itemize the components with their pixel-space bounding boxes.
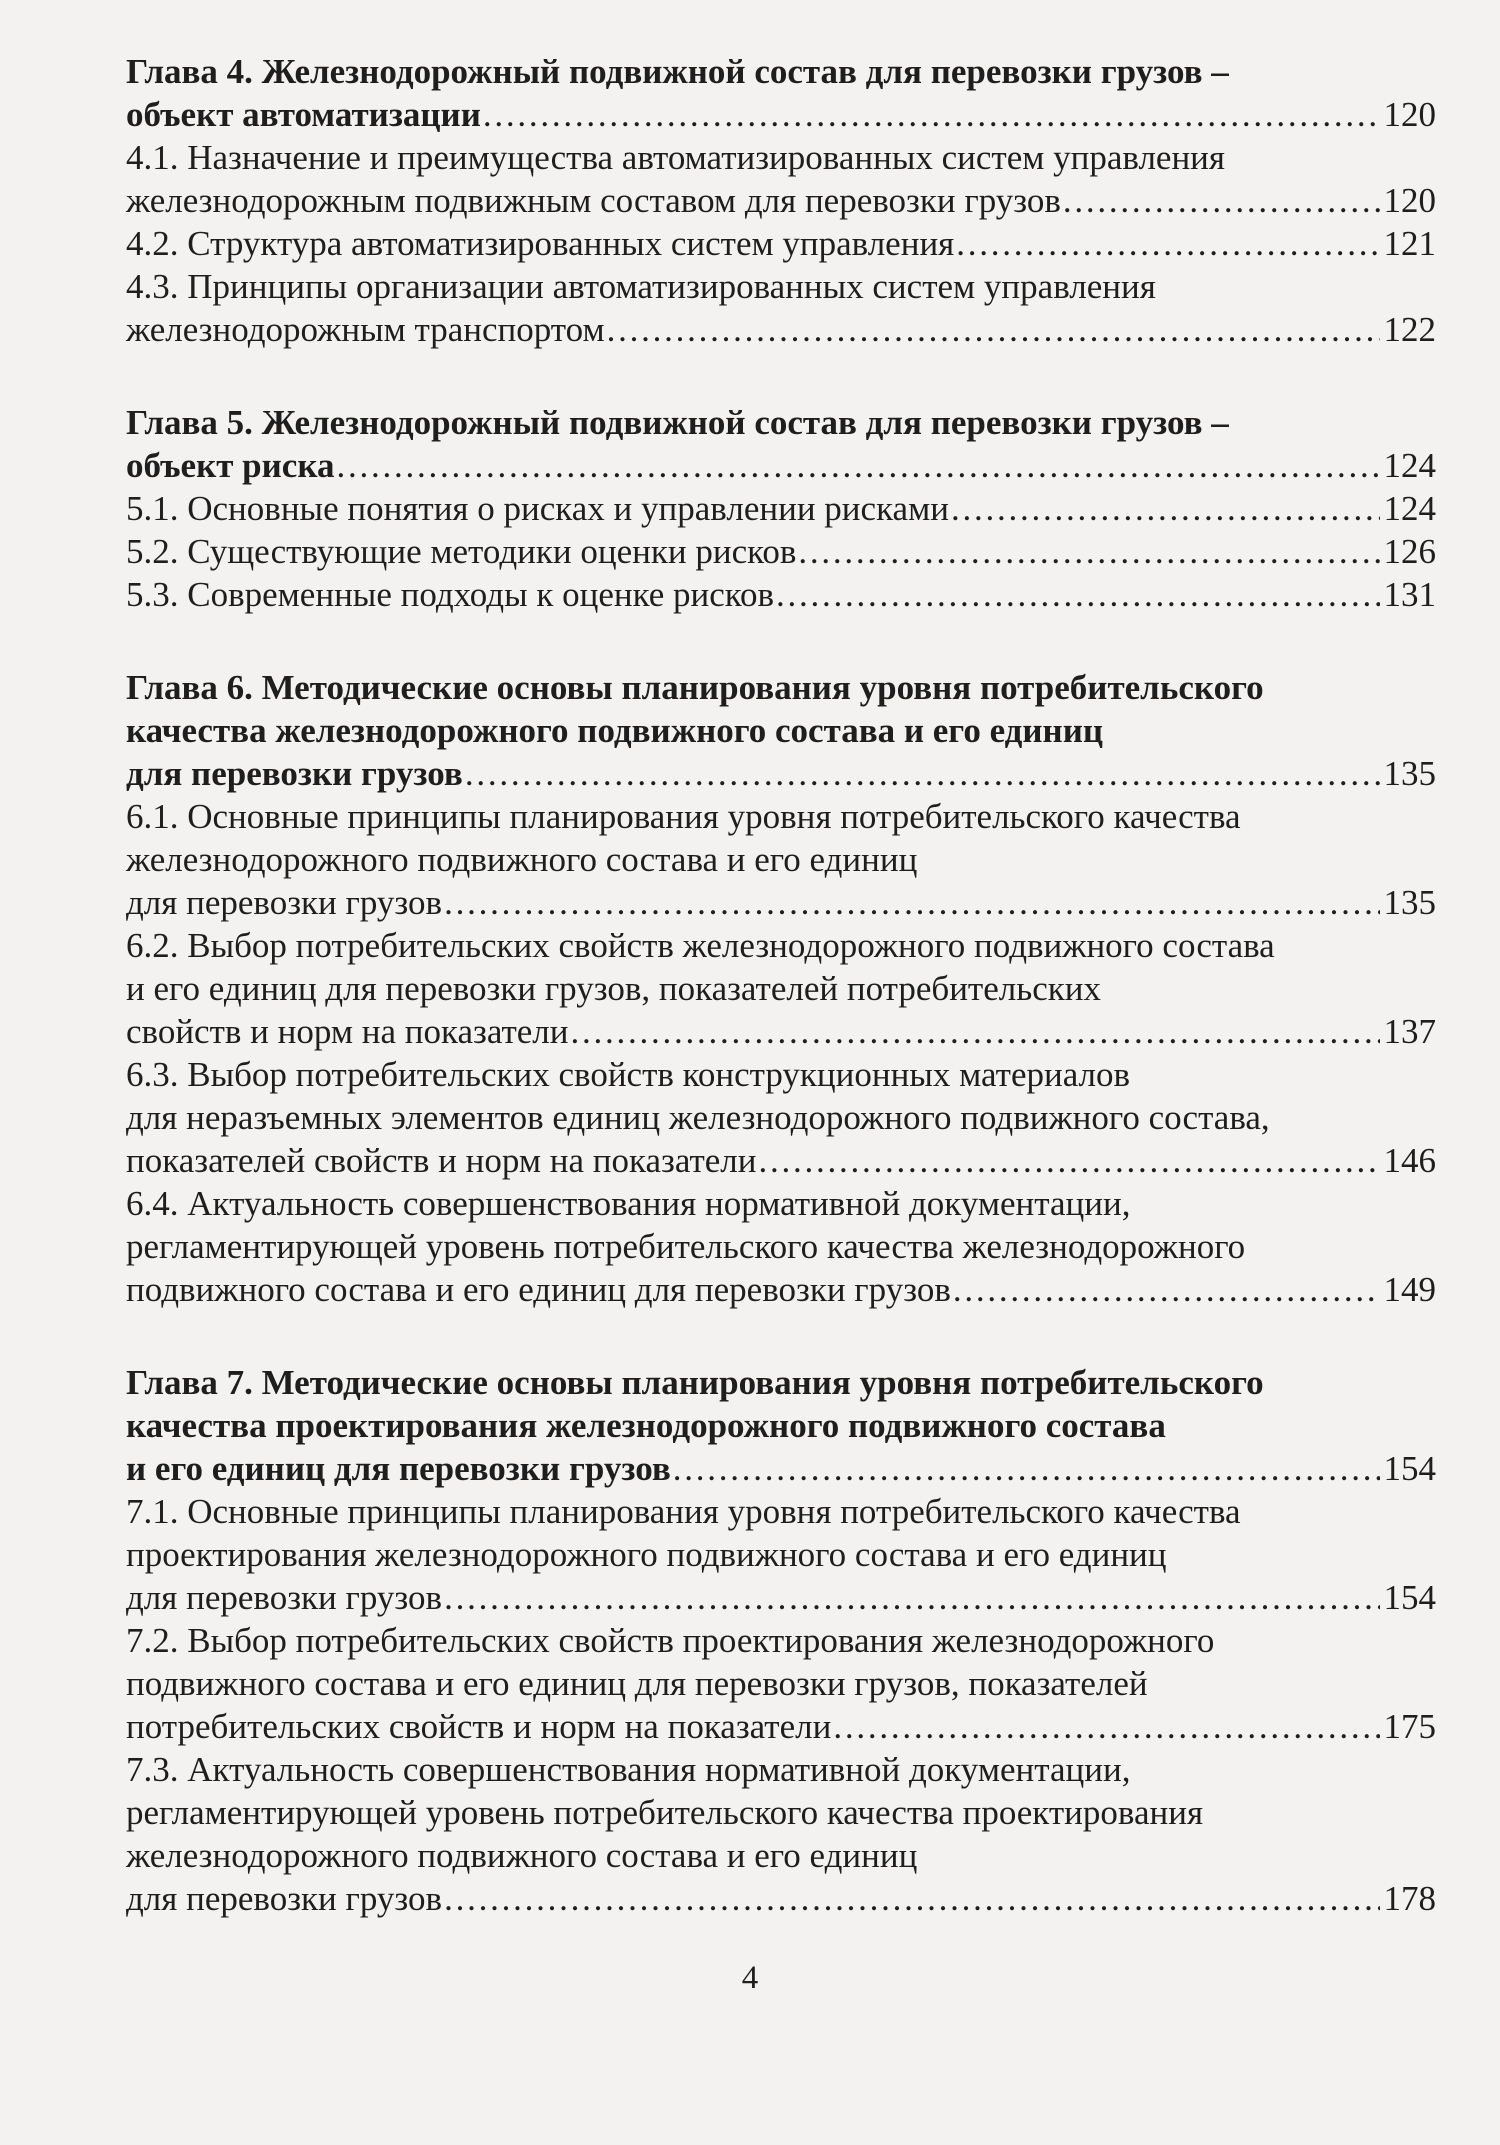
toc-page-number: 149 [1383, 1270, 1436, 1309]
toc-entry-text: 7.2. Выбор потребительских свойств проектирования железнодорожного [126, 1621, 1215, 1660]
toc-entry-text: 4.1. Назначение и преимущества автоматизированных систем управления [126, 138, 1226, 177]
toc-page-number: 146 [1383, 1141, 1436, 1180]
toc-entry-text: свойств и норм на показатели [126, 1012, 569, 1051]
toc-entry-last-line [126, 881, 1436, 924]
toc-entry-last-line [126, 308, 1436, 351]
toc-entry-last-line [126, 752, 1436, 795]
dot-leader [607, 308, 1380, 351]
toc-section [126, 136, 1436, 222]
toc-section [126, 573, 1436, 616]
toc-entry-text: Глава 7. Методические основы планирования уровня потребительского [126, 1363, 1264, 1402]
toc-entry-text: подвижного состава и его единиц для перевозки грузов [126, 1270, 951, 1309]
dot-leader [336, 444, 1379, 487]
toc-page-number: 154 [1383, 1578, 1436, 1617]
toc-entry-last-line [126, 93, 1436, 136]
toc-page-number: 121 [1383, 224, 1436, 263]
toc-entry-text: качества проектирования железнодорожного подвижного состава [126, 1406, 1166, 1445]
toc-entry-text: качества железнодорожного подвижного состава и его единиц [126, 711, 1104, 750]
toc-section [126, 265, 1436, 351]
dot-leader [444, 1576, 1379, 1619]
toc-entry-text: железнодорожным подвижным составом для перевозки грузов [126, 181, 1061, 220]
toc-entry-text: 6.2. Выбор потребительских свойств железнодорожного подвижного состава [126, 926, 1275, 965]
toc-entry-text: 5.1. Основные понятия о рисках и управлении рисками [126, 489, 949, 528]
toc-entry-last-line [126, 1576, 1436, 1619]
toc-chapter [126, 1361, 1436, 1490]
toc-entry-text: для перевозки грузов [126, 1578, 443, 1617]
dot-leader [776, 573, 1379, 616]
toc-entry-text: железнодорожного подвижного состава и его единиц [126, 1836, 918, 1875]
toc-entry-text: показателей свойств и норм на показатели [126, 1141, 757, 1180]
toc-entry-text: Глава 4. Железнодорожный подвижной состав для перевозки грузов – [126, 52, 1229, 91]
toc-entry-text: подвижного состава и его единиц для перевозки грузов, показателей [126, 1664, 1148, 1703]
toc-entry-text: объект риска [126, 446, 335, 485]
toc-entry-last-line [126, 1705, 1436, 1748]
toc-section [126, 487, 1436, 530]
toc-entry-text: 7.3. Актуальность совершенствования нормативной документации, [126, 1750, 1131, 1789]
toc-entry-text: проектирования железнодорожного подвижного состава и его единиц [126, 1535, 1167, 1574]
toc-entry-last-line [126, 1010, 1436, 1053]
toc-entry-text: 4.2. Структура автоматизированных систем управления [126, 224, 955, 263]
toc-entry-text: 5.2. Существующие методики оценки рисков [126, 532, 797, 571]
toc-entry-last-line [126, 1268, 1436, 1311]
toc-section [126, 1619, 1436, 1748]
toc-section [126, 1182, 1436, 1311]
toc-chapter [126, 401, 1436, 487]
toc-entry-last-line [126, 179, 1436, 222]
table-of-contents [126, 50, 1436, 1920]
toc-section [126, 1490, 1436, 1619]
toc-entry-last-line [126, 1447, 1436, 1490]
toc-chapter [126, 50, 1436, 136]
toc-entry-text: регламентирующей уровень потребительского качества железнодорожного [126, 1227, 1246, 1266]
dot-leader [483, 93, 1380, 136]
toc-page-number: 175 [1383, 1707, 1436, 1746]
toc-entry-text: 6.3. Выбор потребительских свойств конструкционных материалов [126, 1055, 1131, 1094]
toc-entry-last-line [126, 1877, 1436, 1920]
toc-entry-last-line [126, 222, 1436, 265]
toc-page-number: 137 [1383, 1012, 1436, 1051]
toc-entry-text: 5.3. Современные подходы к оценке рисков [126, 575, 775, 614]
toc-section [126, 1748, 1436, 1920]
toc-section [126, 222, 1436, 265]
dot-leader [956, 222, 1379, 265]
toc-entry-text: 6.4. Актуальность совершенствования нормативной документации, [126, 1184, 1131, 1223]
toc-section [126, 1053, 1436, 1182]
toc-page-number: 178 [1383, 1879, 1436, 1918]
toc-entry-text: 6.1. Основные принципы планирования уровня потребительского качества [126, 797, 1241, 836]
toc-entry-last-line [126, 444, 1436, 487]
dot-leader [570, 1010, 1379, 1053]
toc-entry-text: 7.1. Основные принципы планирования уровня потребительского качества [126, 1492, 1241, 1531]
toc-page-number: 120 [1383, 95, 1436, 134]
toc-entry-text: железнодорожным транспортом [126, 310, 605, 349]
toc-page-number: 124 [1383, 489, 1436, 528]
toc-page-number: 135 [1383, 754, 1436, 793]
toc-page-number: 120 [1383, 181, 1436, 220]
toc-entry-last-line [126, 530, 1436, 573]
toc-page-number: 126 [1383, 532, 1436, 571]
toc-entry-last-line [126, 487, 1436, 530]
dot-leader [833, 1705, 1379, 1748]
dot-leader [953, 1268, 1380, 1311]
toc-entry-last-line [126, 1139, 1436, 1182]
toc-entry-text: Глава 6. Методические основы планирования уровня потребительского [126, 668, 1264, 707]
toc-entry-text: 4.3. Принципы организации автоматизированных систем управления [126, 267, 1156, 306]
dot-leader [444, 881, 1379, 924]
toc-section [126, 530, 1436, 573]
dot-leader [1063, 179, 1380, 222]
dot-leader [673, 1447, 1380, 1490]
dot-leader [758, 1139, 1379, 1182]
toc-entry-text: потребительских свойств и норм на показатели [126, 1707, 832, 1746]
toc-entry-text: для перевозки грузов [126, 883, 443, 922]
toc-entry-text: железнодорожного подвижного состава и его единиц [126, 840, 918, 879]
toc-entry-text: для неразъемных элементов единиц железнодорожного подвижного состава, [126, 1098, 1270, 1137]
dot-leader [465, 752, 1380, 795]
toc-page-number: 154 [1383, 1449, 1436, 1488]
toc-entry-text: для перевозки грузов [126, 754, 463, 793]
toc-section [126, 924, 1436, 1053]
toc-entry-text: Глава 5. Железнодорожный подвижной состав для перевозки грузов – [126, 403, 1229, 442]
dot-leader [951, 487, 1380, 530]
toc-page-number: 135 [1383, 883, 1436, 922]
toc-page-number: 122 [1383, 310, 1436, 349]
dot-leader [798, 530, 1379, 573]
toc-section [126, 795, 1436, 924]
toc-page-number: 124 [1383, 446, 1436, 485]
toc-entry-text: для перевозки грузов [126, 1879, 443, 1918]
dot-leader [444, 1877, 1379, 1920]
toc-entry-text: объект автоматизации [126, 95, 481, 134]
toc-page-number: 131 [1383, 575, 1436, 614]
toc-entry-text: регламентирующей уровень потребительского качества проектирования [126, 1793, 1204, 1832]
toc-chapter [126, 666, 1436, 795]
toc-entry-last-line [126, 573, 1436, 616]
page-number: 4 [741, 1960, 759, 1996]
toc-entry-text: и его единиц для перевозки грузов, показателей потребительских [126, 969, 1101, 1008]
toc-entry-text: и его единиц для перевозки грузов [126, 1449, 671, 1488]
